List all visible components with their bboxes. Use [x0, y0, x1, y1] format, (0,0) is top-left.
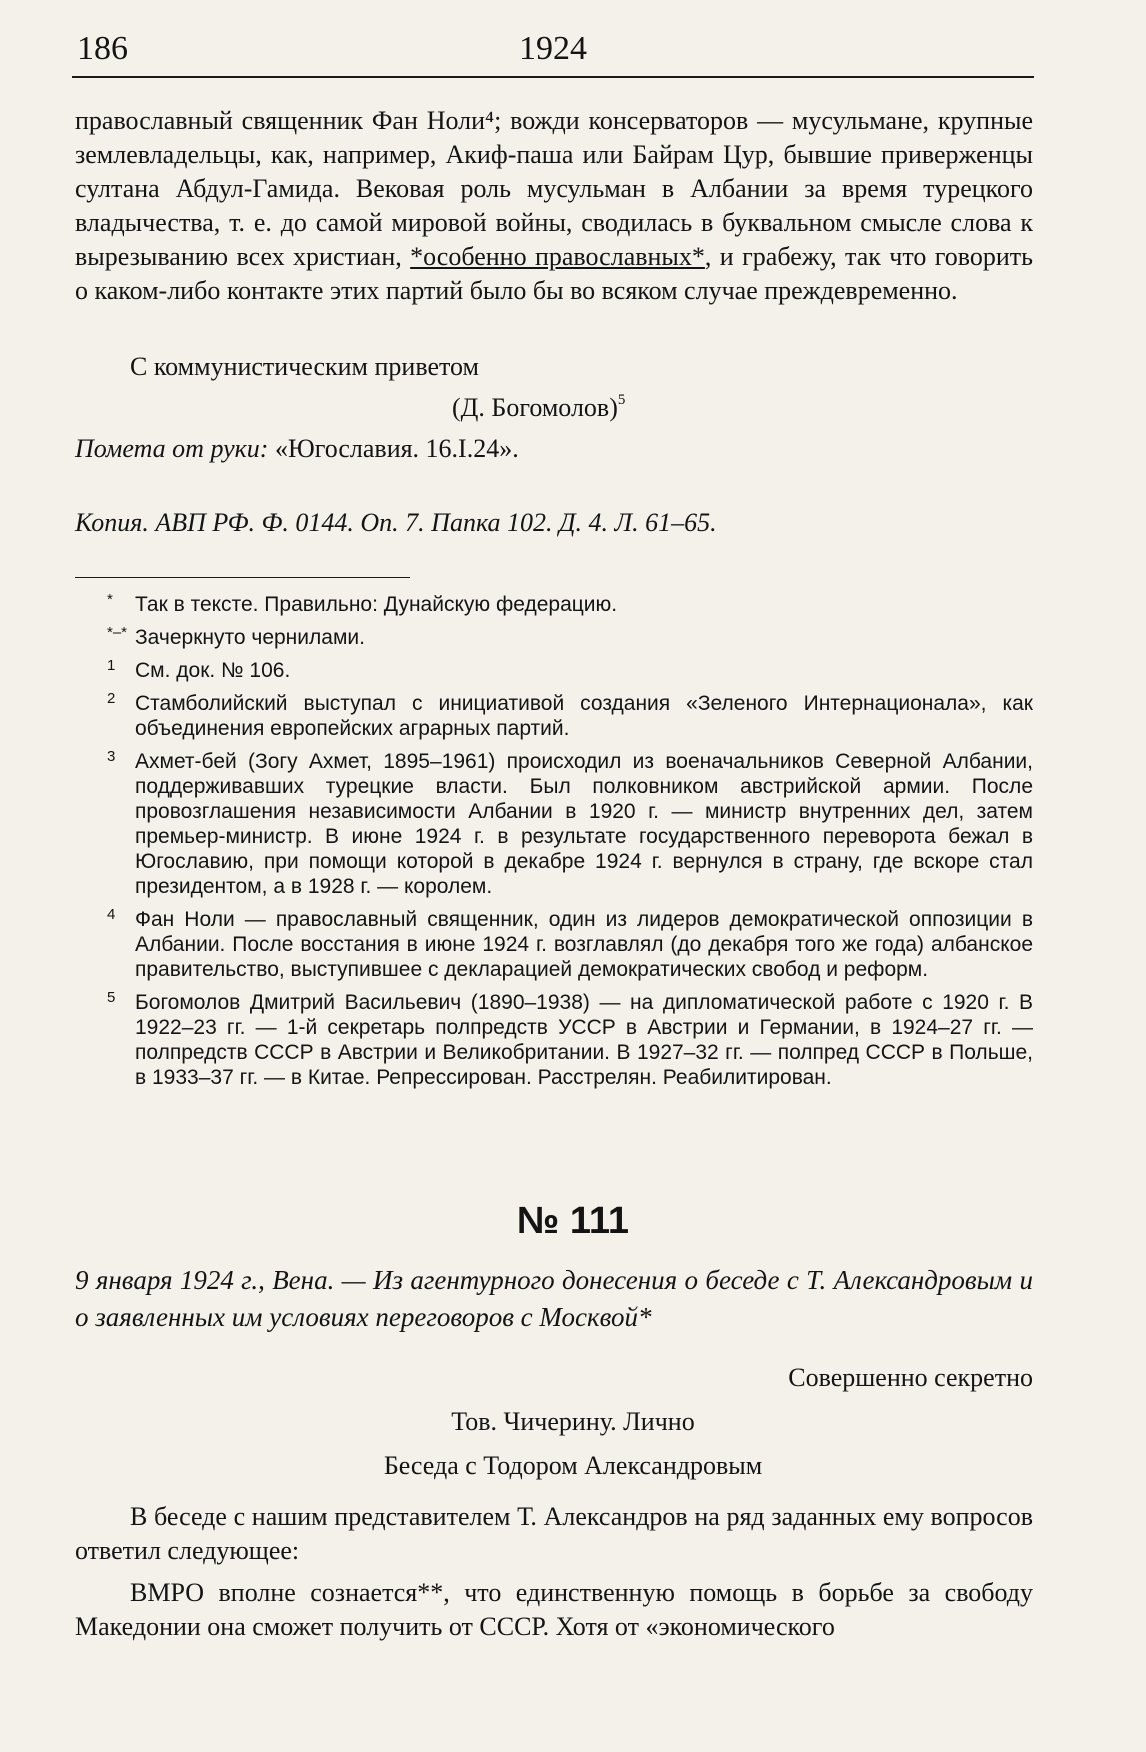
- footnote-divider: [75, 577, 410, 578]
- footnote-mark: 1: [107, 657, 116, 674]
- page-header: [72, 20, 1034, 78]
- footnote-text: Фан Ноли — православный священник, один из лидеров демократической оппозиции в Албании. После восстания в июне 1924 г. возглавлял (до декабря того же года) албанское правительство, выступившее с декларацией демократических свобод и реформ.: [135, 908, 1033, 981]
- footnote-mark: 5: [107, 989, 116, 1006]
- intro-end-text: , и грабежу, так что говорить о каком-либо контакте этих партий было бы во всяком случае преждевременно.: [75, 242, 1034, 305]
- signature-footnote-ref: 5: [617, 392, 626, 409]
- footnote-mark: 4: [107, 906, 116, 923]
- footnote-text: Ахмет-бей (Зогу Ахмет, 1895–1961) происходил из военачальников Северной Албании, поддерживавших турецкие власти. Был полковником австрийской армии. После провозглашения независимости Албании в 1920 г. — министр внутренних дел, затем премьер-министр. В июне 1924 г. в результате государственного переворота бежал в Югославию, при помощи которой в декабре 1924 г. вернулся в страну, где вскоре стал президентом, а в 1928 г. — королем.: [135, 750, 1033, 898]
- addressee: Тов. Чичерину. Лично: [451, 1407, 695, 1436]
- intro-text: православный священник Фан Ноли⁴; вожди консерваторов — мусульмане, крупные землевладельцы, как, например, Акиф-паша или Байрам Цур, бывшие приверженцы султана Абдул-Гамида. Вековая роль мусульман в Албании за время турецкого владычества, т. е. до самой мировой войны, сводилась в буквальном смысле слова к вырезыванию всех христиан,: [75, 106, 1033, 271]
- footnote-mark: 3: [107, 748, 116, 765]
- footnote-text: Зачеркнуто чернилами.: [135, 626, 365, 649]
- classification-mark: Совершенно секретно: [788, 1363, 1033, 1392]
- footnote: [75, 990, 1033, 1090]
- footnote: [75, 749, 1033, 899]
- footnote-mark: *–*: [107, 624, 128, 641]
- document-heading: 9 января 1924 г., Вена. — Из агентурного донесения о беседе с Т. Александровым и о заявленных им условиях переговоров с Москвой*: [75, 1265, 1033, 1332]
- document-number: № 111: [516, 1200, 630, 1242]
- body-paragraph: ВМРО вполне сознается**, что единственную помощь в борьбе за свободу Македонии она сможет получить от СССР. Хотя от «экономического: [75, 1578, 1033, 1641]
- footnote-text: Богомолов Дмитрий Васильевич (1890–1938) — на дипломатической работе с 1920 г. В 1922–23 гг. — 1-й секретарь полпредств УССР в Австрии и Германии, в 1924–27 гг. — полпредств СССР в Австрии и Великобритании. В 1927–32 гг. — полпред СССР в Польше, в 1933–37 гг. — в Китае. Репрессирован. Расстрелян. Реабилитирован.: [135, 991, 1033, 1089]
- handwritten-annotation: [75, 434, 519, 464]
- footnote: [75, 625, 1033, 650]
- page-number: 186: [77, 30, 128, 67]
- footnote: [75, 658, 1033, 683]
- footnote-text: Так в тексте. Правильно: Дунайскую федерацию.: [135, 593, 618, 616]
- footnotes: [75, 592, 1033, 1098]
- footnote-mark: *: [107, 591, 113, 608]
- crossed-out-phrase: *особенно православных*: [410, 242, 705, 271]
- closing-greeting: С коммунистическим приветом: [130, 352, 479, 381]
- signature: (Д. Богомолов)$^5$: [452, 392, 626, 422]
- footnote-text: См. док. № 106.: [135, 659, 291, 682]
- footnote-text: Стамболийский выступал с инициативой создания «Зеленого Интернационала», как объединения европейских аграрных партий.: [135, 692, 1033, 740]
- footnote: [75, 691, 1033, 741]
- footnote: [75, 592, 1033, 617]
- running-head-year: 1924: [519, 30, 587, 67]
- body-paragraph: В беседе с нашим представителем Т. Александров на ряд заданных ему вопросов ответил следующее:: [75, 1502, 1033, 1565]
- annotation-label: Помета от руки:: [75, 434, 269, 463]
- footnote-mark: 2: [107, 690, 116, 707]
- annotation-text: «Югославия. 16.I.24».: [274, 434, 519, 463]
- archive-reference: Копия. АВП РФ. Ф. 0144. Оп. 7. Папка 102. Д. 4. Л. 61–65.: [75, 508, 717, 537]
- footnote: [75, 907, 1033, 982]
- conversation-title: Беседа с Тодором Александровым: [383, 1451, 763, 1480]
- document-body: [75, 1500, 1033, 1652]
- intro-paragraph: [75, 104, 1033, 308]
